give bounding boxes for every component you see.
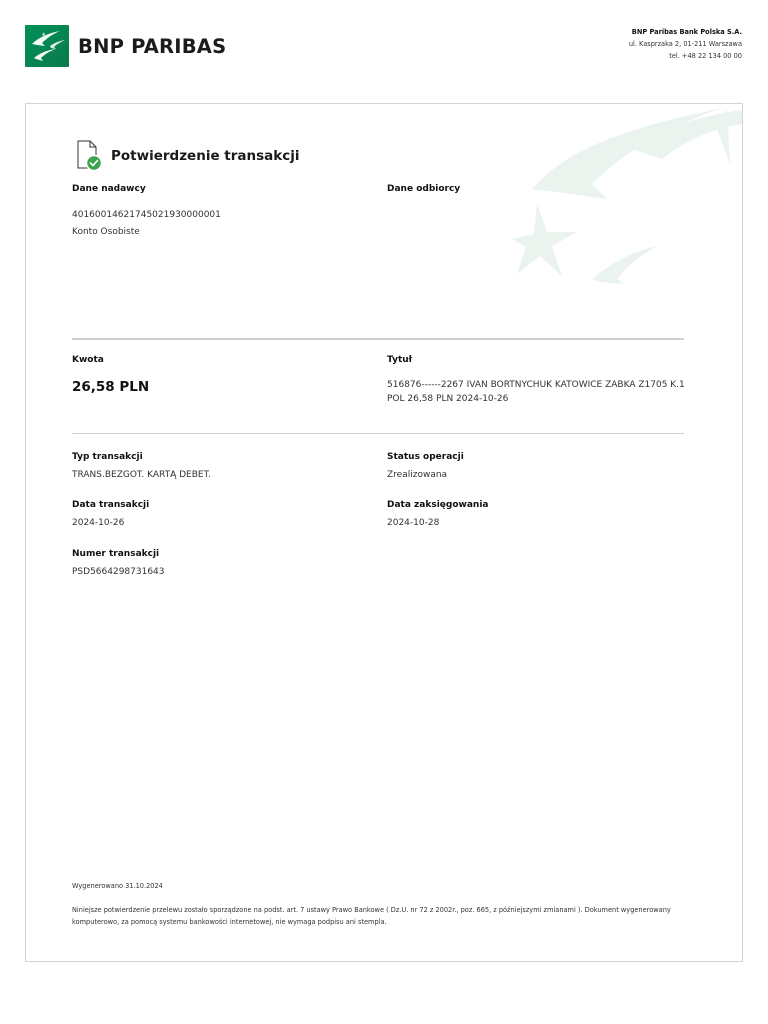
divider-middle bbox=[72, 433, 684, 434]
title-row bbox=[76, 140, 300, 172]
transfer-title-label: Tytuł bbox=[387, 355, 412, 365]
generated-date: Wygenerowano 31.10.2024 bbox=[72, 882, 163, 890]
transaction-number-value: PSD5664298731643 bbox=[72, 567, 165, 577]
transaction-type-label: Typ transakcji bbox=[72, 452, 143, 462]
brand-name: BNP PARIBAS bbox=[78, 34, 227, 58]
transaction-date-value: 2024-10-26 bbox=[72, 518, 125, 528]
legal-note: Niniejsze potwierdzenie przelewu zostało sporządzone na podst. art. 7 ustawy Prawo Bankowe ( Dz.U. nr 72 z 2002r., poz. 665, z późniejszymi zmianami ). Dokument wygenerowany komputerowo, za pomocą systemu bankowości internetowej, nie wymaga podpisu ani stempla. bbox=[72, 906, 671, 926]
booking-date-label: Data zaksięgowania bbox=[387, 500, 489, 510]
bnp-stars-logo-icon bbox=[25, 25, 69, 67]
sender-account: 40160014621745021930000001 bbox=[72, 210, 221, 220]
sender-account-name: Konto Osobiste bbox=[72, 227, 140, 237]
status-value: Zrealizowana bbox=[387, 470, 448, 480]
status-label: Status operacji bbox=[387, 452, 464, 462]
bank-name: BNP Paribas Bank Polska S.A. bbox=[631, 28, 742, 36]
stars-watermark-icon bbox=[512, 104, 742, 294]
sender-label: Dane nadawcy bbox=[72, 184, 146, 194]
page-header bbox=[0, 0, 768, 100]
booking-date-value: 2024-10-28 bbox=[387, 518, 440, 528]
transfer-title-value: 516876------2267 IVAN BORTNYCHUK KATOWICE ZABKA Z1705 K.1 POL 26,58 PLN 2024-10-26 bbox=[387, 380, 685, 404]
divider-top bbox=[72, 338, 684, 340]
amount-value: 26,58 PLN bbox=[72, 379, 150, 395]
transaction-number-label: Numer transakcji bbox=[72, 549, 160, 559]
transaction-type-value: TRANS.BEZGOT. KARTĄ DEBET. bbox=[72, 470, 211, 480]
bnp-logo bbox=[25, 25, 235, 67]
bank-address: ul. Kasprzaka 2, 01-211 Warszawa bbox=[628, 40, 742, 48]
amount-label: Kwota bbox=[72, 355, 104, 365]
document-check-icon bbox=[76, 140, 106, 172]
bank-phone: tel. +48 22 134 00 00 bbox=[669, 52, 742, 60]
confirmation-card bbox=[25, 103, 743, 962]
page-title: Potwierdzenie transakcji bbox=[111, 148, 300, 164]
transaction-date-label: Data transakcji bbox=[72, 500, 150, 510]
bank-info bbox=[629, 26, 742, 62]
recipient-label: Dane odbiorcy bbox=[387, 184, 461, 194]
